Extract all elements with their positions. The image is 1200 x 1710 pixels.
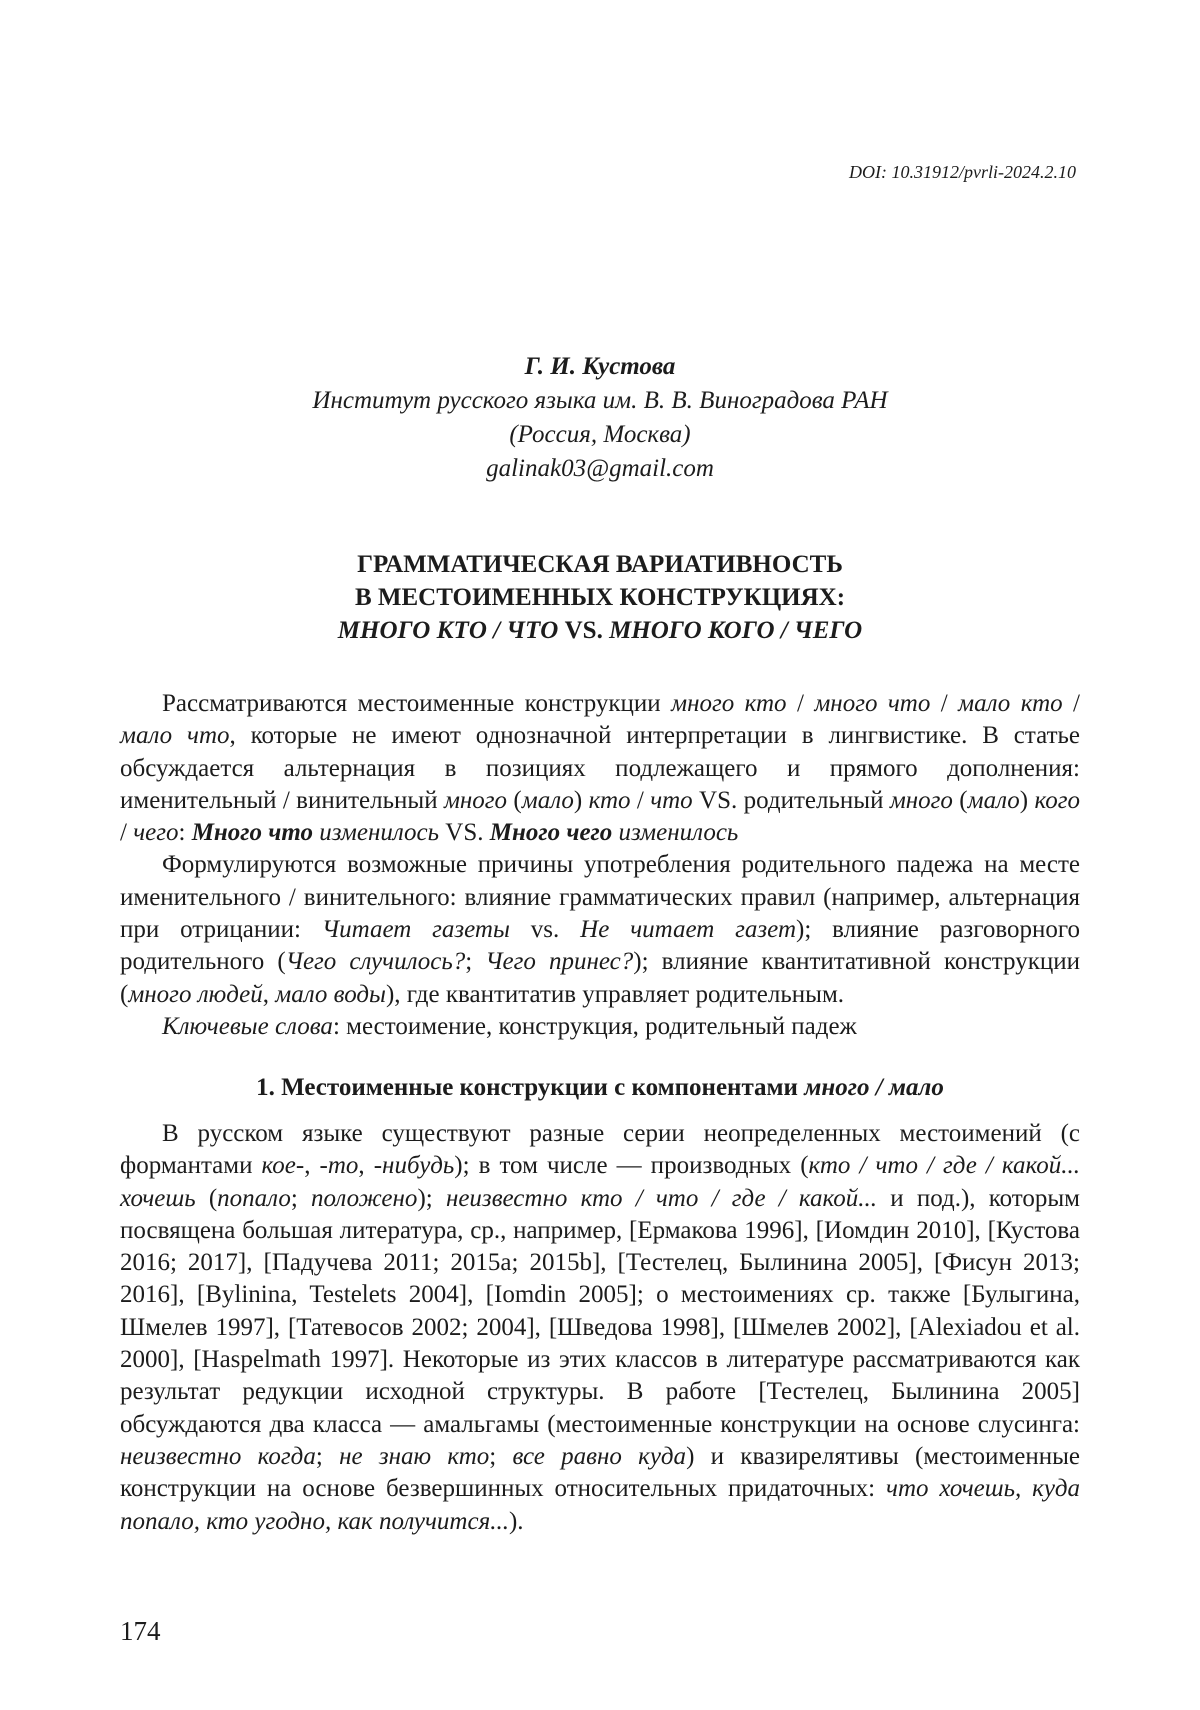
- text-run: мало: [521, 786, 574, 814]
- section-heading-italic: много / мало: [804, 1074, 944, 1101]
- text-run: , которые не имеют однозначной интерпретации в лингвистике. В статье обсуждается альтернация в позициях подлежащего и прямого дополнения: именительный / винительный: [120, 722, 1080, 814]
- text-run: ): [573, 786, 589, 814]
- section-body: [120, 1118, 1080, 1538]
- abstract-paragraph: [120, 688, 1080, 849]
- page-number: 174: [120, 1616, 161, 1646]
- text-run: (: [952, 786, 968, 814]
- text-run: В русском языке существуют разные серии неопределенных местоимений (с формантами: [120, 1120, 1080, 1180]
- text-run: Чего случилось?: [285, 948, 466, 976]
- text-run: /: [930, 690, 959, 717]
- text-run: ).: [508, 1507, 524, 1535]
- text-run: /: [120, 819, 134, 847]
- section-heading-text: 1. Местоименные конструкции с компонентами: [256, 1074, 805, 1101]
- text-run: чего: [133, 819, 179, 847]
- text-run: Рассматриваются местоименные конструкции: [162, 690, 672, 717]
- text-run: неизвестно кто / что / где / какой...: [445, 1184, 877, 1212]
- text-run: : местоимение, конструкция, родительный падеж: [332, 1012, 857, 1040]
- author-name: Г. И. Кустова: [524, 353, 676, 380]
- text-run: много кто: [671, 690, 787, 717]
- text-run: кого: [1034, 786, 1080, 814]
- text-run: /: [1062, 690, 1081, 717]
- author-email: galinak03@gmail.com: [486, 455, 714, 482]
- text-run: мало воды: [275, 980, 386, 1008]
- text-run: много: [443, 786, 508, 814]
- text-run: мало что: [120, 722, 230, 750]
- text-run: кто: [588, 786, 631, 814]
- text-run: положено: [311, 1184, 418, 1212]
- text-run: vs.: [509, 916, 581, 944]
- text-run: много: [889, 786, 953, 814]
- text-run: :: [178, 819, 192, 847]
- text-run: VS. родительный: [692, 786, 890, 814]
- title-line-3-part-b: МНОГО КОГО / ЧЕГО: [609, 617, 863, 644]
- text-run: ,: [262, 980, 276, 1008]
- text-run: что: [650, 786, 693, 814]
- text-run: изменилось: [319, 819, 440, 847]
- text-run: Не читает газет: [580, 916, 797, 944]
- text-run: /: [630, 786, 651, 814]
- text-run: ;: [290, 1184, 312, 1212]
- title-line-3: [0, 614, 1200, 647]
- text-run: Читает газеты: [321, 916, 510, 944]
- text-run: Формулируются возможные причины употребления родительного падежа на месте именительного / винительного: влияние грамматических правил (например, альтернация при отрицании:: [120, 851, 1080, 944]
- author-location: (Россия, Москва): [509, 421, 691, 448]
- text-run: много что: [814, 690, 931, 717]
- author-affiliation: Институт русского языка им. В. В. Виноградова РАН: [312, 387, 888, 414]
- text-run: VS.: [439, 819, 490, 847]
- section-paragraph: [120, 1118, 1080, 1538]
- text-run: ;: [465, 948, 486, 976]
- text-run: ); в том числе — производных (: [454, 1152, 809, 1180]
- text-run: много людей: [128, 980, 263, 1008]
- text-run: все равно куда: [512, 1442, 687, 1470]
- text-run: ,: [358, 1152, 374, 1180]
- text-run: мало кто: [958, 690, 1063, 717]
- text-run: ): [1019, 786, 1035, 814]
- text-run: ,: [304, 1152, 320, 1180]
- text-run: ); влияние квантитативной конструкции (: [120, 948, 1080, 1008]
- text-run: неизвестно когда: [120, 1442, 316, 1470]
- keywords-line: [120, 1011, 1080, 1043]
- text-run: Ключевые слова: [162, 1012, 333, 1040]
- text-run: ) и квазирелятивы (местоименные конструкции на основе безвершинных относительных придаточных:: [120, 1442, 1081, 1503]
- title-line-1: ГРАММАТИЧЕСКАЯ ВАРИАТИВНОСТЬ: [357, 551, 843, 578]
- text-run: -нибудь: [373, 1152, 455, 1180]
- doi-label: DOI: 10.31912/pvrli-2024.2.10: [849, 162, 1076, 182]
- text-run: (: [195, 1184, 218, 1212]
- author-block: [0, 350, 1200, 486]
- text-run: Много чего: [489, 819, 613, 847]
- abstract: [120, 688, 1080, 1043]
- text-run: -то: [319, 1152, 359, 1180]
- text-run: и под.), которым посвящена большая литература, ср., например, [Ермакова 1996], [Иомдин 2010], [Кустова 2016; 2017], [Падучева 2011; 2015a; 2015b], [Тестелец, Былинина 2005], [Фисун 2013; 2016], [Bylinina, Testelets 2004], [Iomdin 2005]; о местоимениях ср. также [Булыгина, Шмелев 1997], [Татевосов 2002; 2004], [Шведова 1998], [Шмелев 2002], [Alexiadou et al. 2000], [Haspelmath 1997]. Некоторые из этих классов в литературе рассматриваются как результат редукции исходной структуры. В работе [Тестелец, Былинина 2005] обсуждаются два класса — амальгамы (местоименные конструкции на основе слусинга:: [120, 1184, 1080, 1438]
- text-run: не знаю кто: [339, 1442, 490, 1470]
- text-run: что хочешь, куда попало, кто угодно, как получится...: [120, 1475, 1080, 1535]
- text-run: /: [786, 690, 815, 717]
- text-run: изменилось: [618, 819, 739, 847]
- article-title: [0, 548, 1200, 647]
- text-run: Чего принес?: [485, 948, 634, 976]
- text-run: ;: [315, 1442, 340, 1470]
- section-heading: [0, 1074, 1200, 1102]
- title-line-3-part-a: МНОГО КТО / ЧТО: [337, 617, 559, 644]
- text-run: ); влияние разговорного родительного (: [120, 916, 1080, 976]
- text-run: Много что: [191, 819, 314, 847]
- text-run: попало: [217, 1184, 291, 1212]
- title-line-3-vs: VS.: [558, 617, 610, 644]
- text-run: );: [417, 1184, 446, 1212]
- text-run: мало: [967, 786, 1020, 814]
- text-run: кто / что / где / какой... хочешь: [120, 1152, 1080, 1212]
- text-run: ;: [489, 1442, 513, 1470]
- title-line-2: В МЕСТОИМЕННЫХ КОНСТРУКЦИЯХ:: [354, 584, 846, 611]
- abstract-paragraph: [120, 849, 1080, 1010]
- text-run: кое-: [261, 1152, 305, 1180]
- text-run: (: [507, 786, 522, 814]
- text-run: ), где квантитатив управляет родительным.: [385, 980, 845, 1008]
